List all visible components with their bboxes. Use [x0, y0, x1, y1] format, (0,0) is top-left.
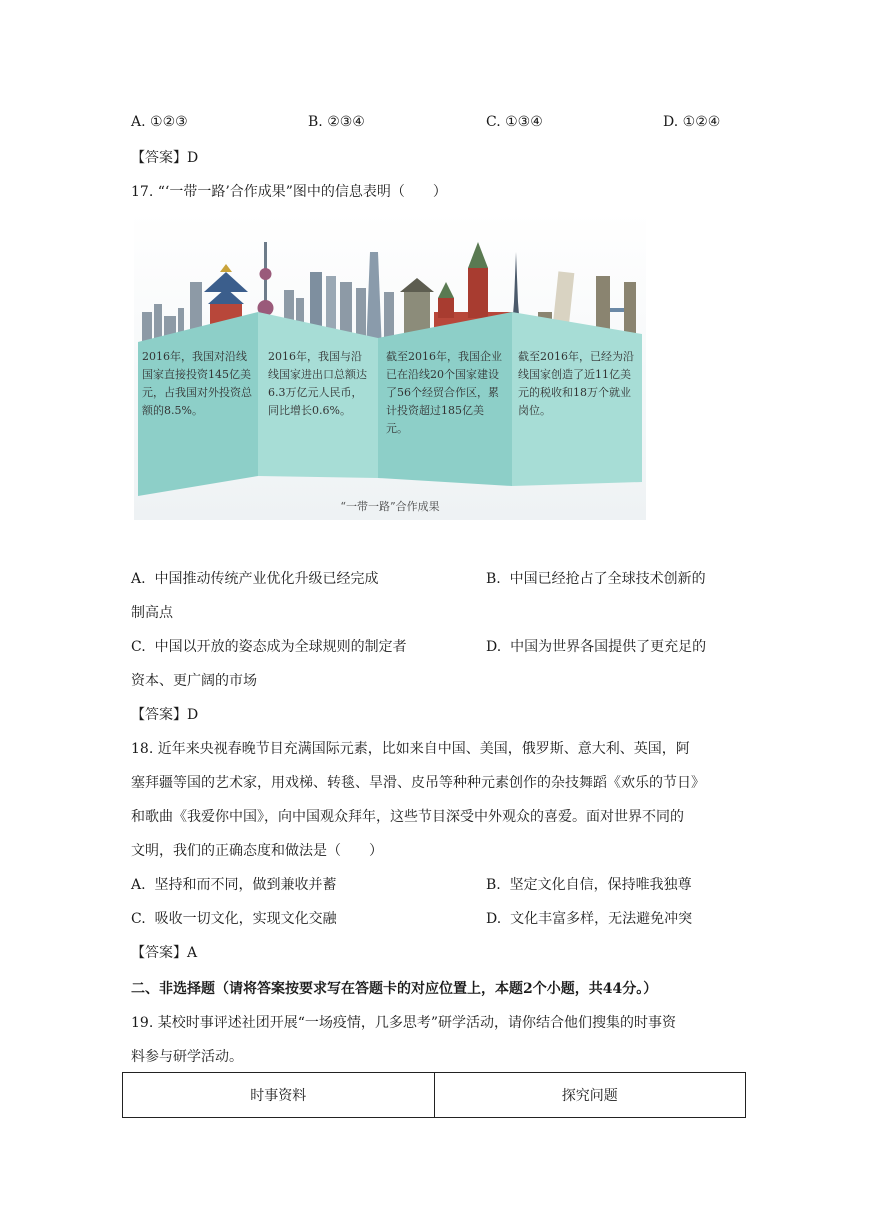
q16-option-a — [131, 114, 188, 130]
table-header-materials: 时事资料 — [250, 1088, 307, 1104]
figure-panel-3: 截至2016年，我国企业已在沿线20个国家建设了56个经贸合作区，累计投资超过185亿美元。 — [386, 350, 502, 435]
option-letter: A. — [131, 877, 146, 893]
figure-caption: “一带一路”合作成果 — [340, 500, 440, 513]
q17-option-b — [486, 568, 706, 588]
option-letter: C. — [131, 911, 146, 927]
q16-option-d — [663, 114, 720, 130]
option-text: 中国已经抢占了全球技术创新的 — [509, 571, 706, 587]
q18-option-b — [486, 874, 692, 894]
q18-line-2: 塞拜疆等国的艺术家，用戏梯、转毯、旱滑、皮吊等种种元素创作的杂技舞蹈《欢乐的节日》 — [131, 775, 705, 791]
option-letter: A. — [131, 571, 146, 587]
option-letter: B. — [486, 877, 501, 893]
q18-answer: 【答案】A — [131, 945, 198, 961]
q19-table — [122, 1072, 746, 1118]
option-text: 坚持和而不同，做到兼收并蓄 — [154, 877, 337, 893]
option-letter: B. — [308, 114, 323, 130]
option-text: ①②③ — [150, 114, 188, 130]
option-letter: C. — [486, 114, 501, 130]
q19-line-2: 料参与研学活动。 — [131, 1049, 243, 1065]
option-text: 中国推动传统产业优化升级已经完成 — [154, 571, 379, 587]
option-letter: C. — [131, 639, 146, 655]
figure-panel-1: 2016年，我国对沿线国家直接投资145亿美元，占我国对外投资总额的8.5%。 — [142, 350, 252, 417]
option-letter: A. — [131, 114, 146, 130]
option-text: 中国为世界各国提供了更充足的 — [510, 639, 707, 655]
option-text: ①②④ — [682, 114, 721, 130]
option-text: 坚定文化自信，保持唯我独尊 — [509, 877, 692, 893]
option-letter: D. — [663, 114, 679, 130]
option-text: ②③④ — [327, 114, 365, 130]
q18-line-1: 18. 近年来央视春晚节目充满国际元素，比如来自中国、美国，俄罗斯、意大利、英国，阿 — [131, 741, 690, 757]
option-text: 文化丰富多样，无法避免冲突 — [510, 911, 693, 927]
q17-option-a — [131, 568, 378, 588]
q16-answer: 【答案】D — [131, 150, 199, 166]
q18-line-4: 文明，我们的正确态度和做法是（ ） — [131, 843, 383, 859]
q17-answer: 【答案】D — [131, 707, 199, 723]
option-letter: D. — [486, 639, 502, 655]
q17-option-b-continuation: 制高点 — [131, 605, 173, 621]
q16-option-c — [486, 114, 543, 130]
option-letter: D. — [486, 911, 502, 927]
section-2-heading: 二、非选择题（请将答案按要求写在答题卡的对应位置上，本题2个小题，共44分。） — [131, 981, 658, 997]
q16-option-b — [308, 114, 365, 130]
q18-option-d — [486, 908, 692, 928]
q17-stem: 17. “‘一带一路’合作成果”图中的信息表明（ ） — [131, 184, 447, 200]
figure-panel-4: 截至2016年，已经为沿线国家创造了近11亿美元的税收和18万个就业岗位。 — [518, 350, 634, 417]
option-letter: B. — [486, 571, 501, 587]
q18-option-a — [131, 874, 336, 894]
option-text: 中国以开放的姿态成为全球规则的制定者 — [154, 639, 407, 655]
q19-line-1: 19. 某校时事评述社团开展“一场疫情，几多思考”研学活动，请你结合他们搜集的时事资 — [131, 1015, 677, 1031]
q17-option-d — [486, 636, 706, 656]
q18-line-3: 和歌曲《我爱你中国》，向中国观众拜年，这些节目深受中外观众的喜爱。面对世界不同的 — [131, 809, 684, 825]
option-text: ①③④ — [505, 114, 543, 130]
q18-option-c — [131, 908, 337, 928]
q17-option-c — [131, 636, 407, 656]
table-header-questions: 探究问题 — [434, 1073, 746, 1117]
option-text: 吸收一切文化，实现文化交融 — [154, 911, 337, 927]
belt-road-figure — [134, 212, 646, 520]
figure-panel-2: 2016年，我国与沿线国家进出口总额达6.3万亿元人民币，同比增长0.6%。 — [268, 350, 367, 417]
q17-option-d-continuation: 资本、更广阔的市场 — [131, 673, 257, 689]
